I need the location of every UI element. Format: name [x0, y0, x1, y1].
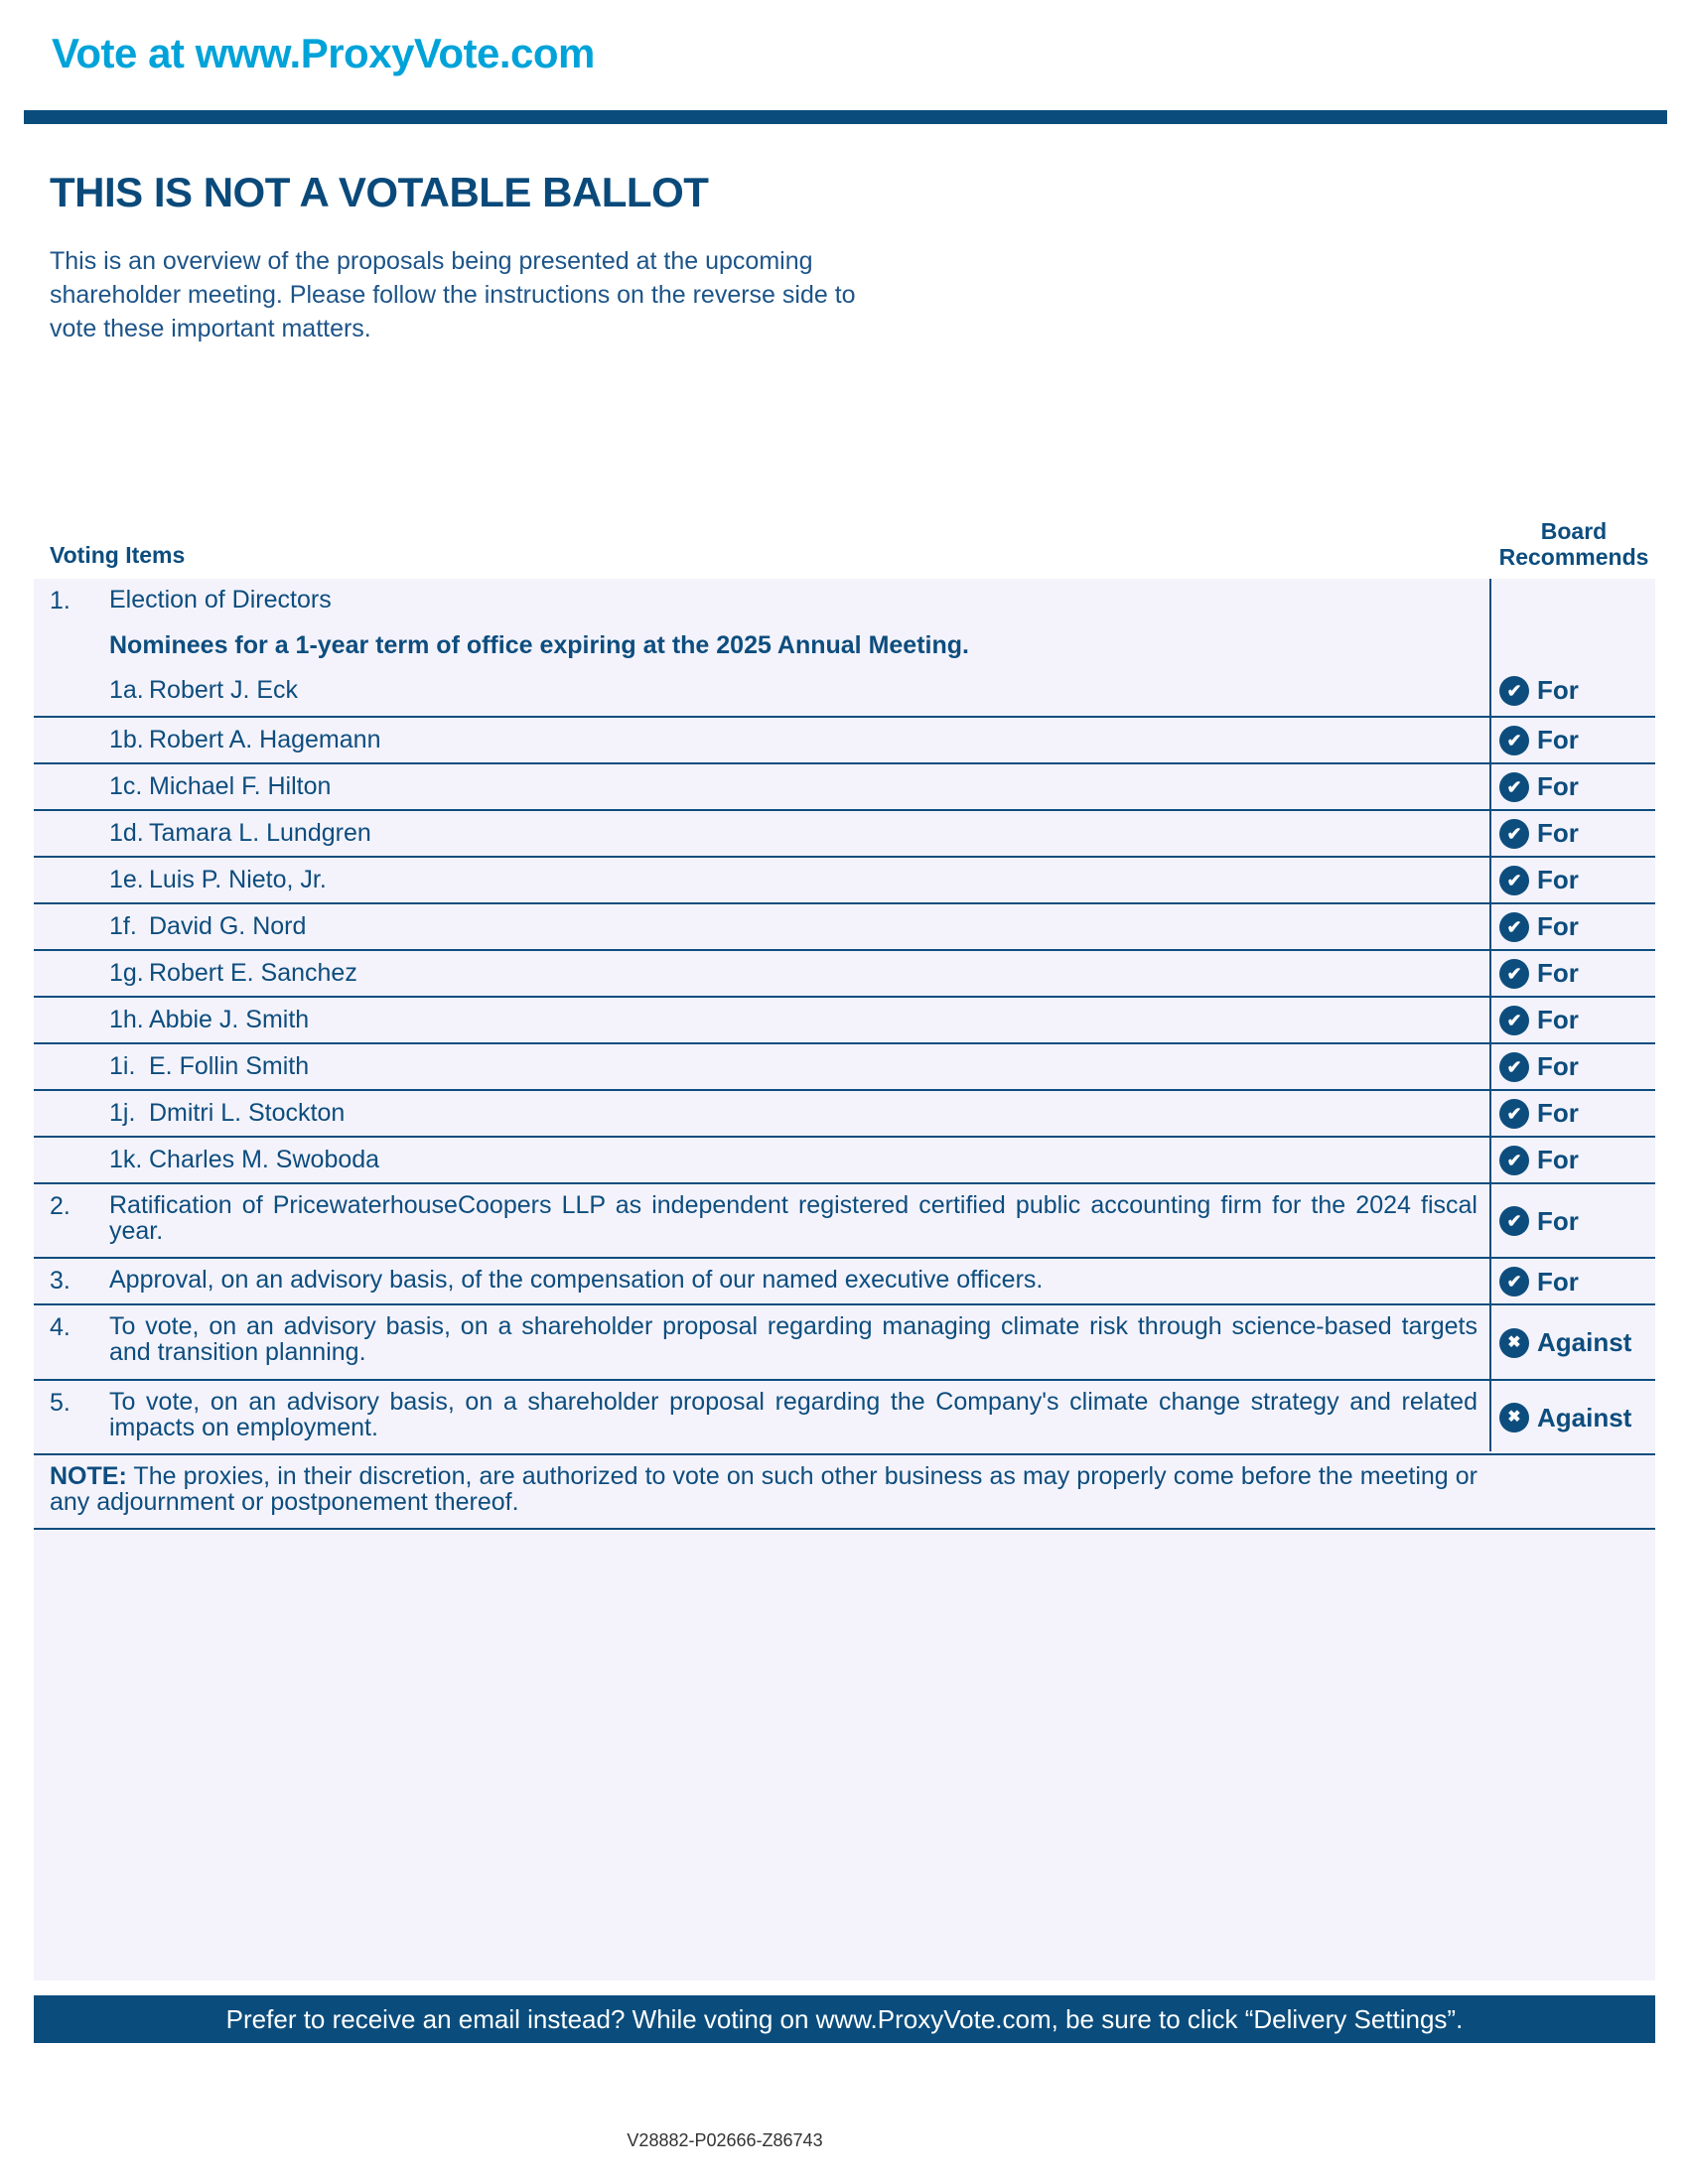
nominee-label: 1e.: [109, 866, 144, 893]
board-recommendation: [1499, 725, 1579, 755]
recommendation-label: For: [1537, 865, 1579, 894]
check-circle-icon: ✔: [1499, 1006, 1529, 1035]
delivery-settings-banner: Prefer to receive an email instead? While voting on www.ProxyVote.com, be sure to click “Delivery Settings”.: [34, 1995, 1655, 2043]
nominee: [109, 1006, 309, 1034]
item-text: Ratification of PricewaterhouseCoopers LLP as independent registered certified public accounting firm for the 2024 fiscal year.: [109, 1191, 1477, 1245]
nominee-label: 1d.: [109, 819, 144, 847]
board-recommendation: [1499, 1327, 1631, 1358]
table-row-item-2: [34, 1184, 1655, 1259]
check-circle-icon: ✔: [1499, 1052, 1529, 1082]
nominee: [109, 772, 331, 801]
table-row-nominee: [34, 1138, 1655, 1184]
board-recommendation: [1499, 1403, 1631, 1433]
nominees-subheading: Nominees for a 1-year term of office expiring at the 2025 Annual Meeting.: [109, 631, 969, 659]
nominee-label: 1g.: [109, 959, 144, 987]
item-number: 3.: [50, 1267, 70, 1295]
board-recommendation: [1499, 675, 1579, 706]
voting-table: [34, 579, 1655, 1980]
vote-url-header: Vote at www.ProxyVote.com: [52, 30, 595, 76]
nominee: [109, 912, 306, 941]
recommendation-label: For: [1537, 1098, 1579, 1128]
check-circle-icon: ✔: [1499, 912, 1529, 942]
check-circle-icon: ✔: [1499, 676, 1529, 706]
board-recommendation: [1499, 1005, 1579, 1035]
check-circle-icon: ✔: [1499, 819, 1529, 849]
nominee-label: 1c.: [109, 772, 143, 800]
recommendation-label: For: [1537, 958, 1579, 988]
check-circle-icon: ✔: [1499, 1099, 1529, 1129]
nominee: [109, 1146, 379, 1174]
board-recommendation: [1499, 1267, 1579, 1297]
check-circle-icon: ✔: [1499, 726, 1529, 755]
nominee-name: David G. Nord: [149, 912, 307, 940]
nominee: [109, 1052, 309, 1081]
board-label: Board: [1540, 518, 1608, 544]
recommendation-label: For: [1537, 1051, 1579, 1081]
check-circle-icon: ✔: [1499, 1146, 1529, 1175]
x-circle-icon: ✖: [1499, 1403, 1529, 1433]
nominee-label: 1h.: [109, 1006, 144, 1033]
recommendation-label: For: [1537, 725, 1579, 754]
page-title: THIS IS NOT A VOTABLE BALLOT: [50, 169, 709, 215]
table-row-nominee: [34, 718, 1655, 764]
board-recommendation: [1499, 1206, 1579, 1237]
nominee-label: 1b.: [109, 726, 144, 753]
table-row-nominee: [34, 904, 1655, 951]
item-text: Approval, on an advisory basis, of the compensation of our named executive officers.: [109, 1266, 1044, 1294]
recommendation-label: For: [1537, 818, 1579, 848]
recommendation-label: For: [1537, 1005, 1579, 1034]
x-circle-icon: ✖: [1499, 1328, 1529, 1358]
item-text: To vote, on an advisory basis, on a shareholder proposal regarding managing climate risk through science-based targets and transition planning.: [109, 1312, 1477, 1366]
recommendation-label: For: [1537, 1145, 1579, 1174]
board-recommendation: [1499, 911, 1579, 942]
board-recommendation: [1499, 771, 1579, 802]
item-text: To vote, on an advisory basis, on a shareholder proposal regarding the Company's climate change strategy and related impacts on employment.: [109, 1388, 1477, 1441]
table-row-item-1: [34, 579, 1655, 718]
note-text: [50, 1463, 1477, 1515]
nominee: [109, 819, 371, 848]
recommendation-label: For: [1537, 675, 1579, 705]
board-recommends-header: [1489, 518, 1658, 570]
recommendation-label: Against: [1537, 1327, 1632, 1357]
recommendation-label: For: [1537, 1205, 1579, 1236]
item-number: 2.: [50, 1192, 70, 1220]
nominee: [109, 1099, 345, 1128]
table-row-item-3: [34, 1259, 1655, 1305]
table-row-nominee: [34, 1091, 1655, 1138]
nominee-name: Abbie J. Smith: [149, 1006, 310, 1033]
header-divider: [24, 110, 1667, 124]
nominee-label: 1a.: [109, 676, 144, 704]
recommendation-label: For: [1537, 911, 1579, 941]
item-text: Election of Directors: [109, 586, 332, 614]
recommendation-label: For: [1537, 771, 1579, 801]
nominee-name: Robert A. Hagemann: [149, 726, 381, 753]
nominee-name: Robert E. Sanchez: [149, 959, 357, 987]
note-row: [34, 1455, 1655, 1530]
nominee-name: Dmitri L. Stockton: [149, 1099, 346, 1127]
nominee-name: Michael F. Hilton: [149, 772, 332, 800]
table-row-nominee: [34, 811, 1655, 858]
nominee-label: 1f.: [109, 912, 137, 940]
table-row-item-5: [34, 1381, 1655, 1455]
table-row-nominee: [34, 764, 1655, 811]
document-code: V28882-P02666-Z86743: [627, 2130, 823, 2150]
recommendation-label: Against: [1537, 1402, 1632, 1433]
voting-items-header: Voting Items: [50, 542, 186, 568]
board-recommendation: [1499, 818, 1579, 849]
nominee-name: Charles M. Swoboda: [149, 1146, 380, 1173]
board-recommendation: [1499, 958, 1579, 989]
board-recommendation: [1499, 1098, 1579, 1129]
item-number: 1.: [50, 587, 70, 614]
check-circle-icon: ✔: [1499, 1267, 1529, 1297]
item-number: 4.: [50, 1313, 70, 1341]
nominee: [109, 959, 357, 988]
board-recommendation: [1499, 865, 1579, 895]
nominee: [109, 726, 380, 754]
table-row-nominee: [34, 998, 1655, 1044]
nominee: [109, 866, 327, 894]
table-row-item-4: [34, 1305, 1655, 1381]
note-label: NOTE:: [50, 1462, 127, 1490]
nominee-label: 1i.: [109, 1052, 136, 1080]
nominee-label: 1j.: [109, 1099, 136, 1127]
nominee-name: Robert J. Eck: [149, 676, 299, 704]
check-circle-icon: ✔: [1499, 772, 1529, 802]
check-circle-icon: ✔: [1499, 866, 1529, 895]
recommendation-label: For: [1537, 1266, 1579, 1297]
board-recommendation: [1499, 1145, 1579, 1175]
intro-paragraph: This is an overview of the proposals being presented at the upcoming shareholder meeting. Please follow the instructions on the reverse side to vote these important matters.: [50, 247, 856, 342]
nominee-name: E. Follin Smith: [149, 1052, 310, 1080]
recommends-label: Recommends: [1498, 544, 1649, 570]
table-row-nominee: [34, 1044, 1655, 1091]
table-row-nominee: [34, 951, 1655, 998]
check-circle-icon: ✔: [1499, 1206, 1529, 1236]
nominee-name: Tamara L. Lundgren: [149, 819, 371, 847]
note-body: The proxies, in their discretion, are authorized to vote on such other business as may properly come before the meeting or any adjournment or postponement thereof.: [50, 1462, 1477, 1516]
item-number: 5.: [50, 1389, 70, 1417]
nominee-name: Luis P. Nieto, Jr.: [149, 866, 327, 893]
check-circle-icon: ✔: [1499, 959, 1529, 989]
board-recommendation: [1499, 1051, 1579, 1082]
nominee: [109, 676, 298, 705]
nominee-label: 1k.: [109, 1146, 143, 1173]
table-row-nominee: [34, 858, 1655, 904]
